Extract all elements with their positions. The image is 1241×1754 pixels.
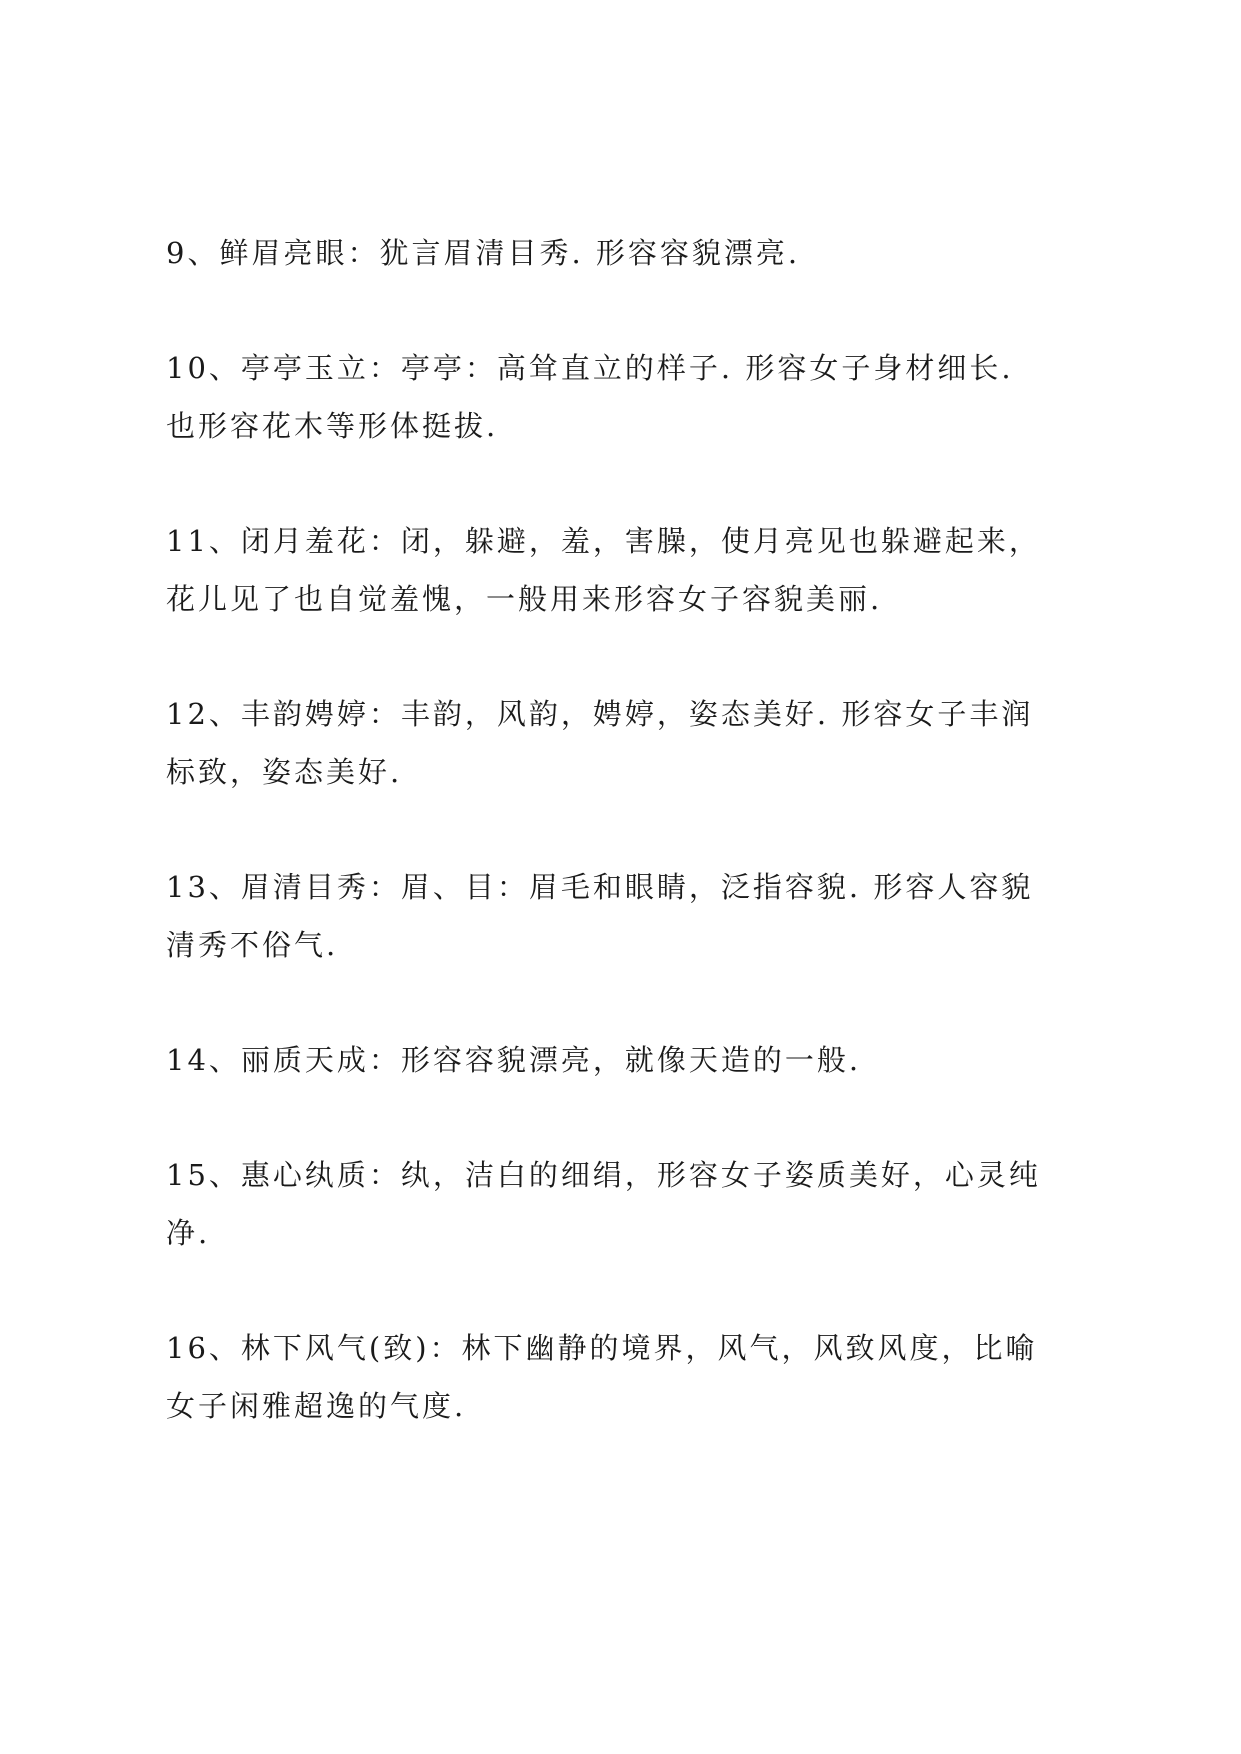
entry-15 [166, 1146, 1076, 1262]
entry-line: 9、鲜眉亮眼：犹言眉清目秀. 形容容貌漂亮. [166, 236, 801, 270]
entry-line: 10、亭亭玉立：亭亭：高耸直立的样子. 形容女子身材细长. [166, 351, 1014, 385]
entry-line: 14、丽质天成：形容容貌漂亮，就像天造的一般. [166, 1043, 862, 1077]
entry-line: 16、林下风气(致)：林下幽静的境界，风气，风致风度，比喻 [166, 1331, 1038, 1365]
entry-line: 也形容花木等形体挺拔. [166, 409, 499, 443]
entry-9 [166, 224, 1076, 282]
entry-line: 清秀不俗气. [166, 928, 339, 962]
entry-16 [166, 1319, 1076, 1435]
entry-10 [166, 339, 1076, 455]
document-body [166, 224, 1076, 1492]
entry-line: 13、眉清目秀：眉、目：眉毛和眼睛，泛指容貌. 形容人容貌 [166, 870, 1034, 904]
entry-line: 标致，姿态美好. [166, 755, 403, 789]
entry-13 [166, 858, 1076, 974]
entry-line: 女子闲雅超逸的气度. [166, 1389, 467, 1423]
entry-line: 11、闭月羞花：闭，躲避，羞，害臊，使月亮见也躲避起来， [166, 524, 1041, 558]
entry-line: 12、丰韵娉婷：丰韵，风韵，娉婷，姿态美好. 形容女子丰润 [166, 697, 1034, 731]
entry-line: 净. [166, 1216, 211, 1250]
entry-12 [166, 685, 1076, 801]
entry-11 [166, 512, 1076, 628]
entry-line: 15、惠心纨质：纨，洁白的细绢，形容女子姿质美好，心灵纯 [166, 1158, 1041, 1192]
entry-line: 花儿见了也自觉羞愧，一般用来形容女子容貌美丽. [166, 582, 883, 616]
entry-14 [166, 1031, 1076, 1089]
